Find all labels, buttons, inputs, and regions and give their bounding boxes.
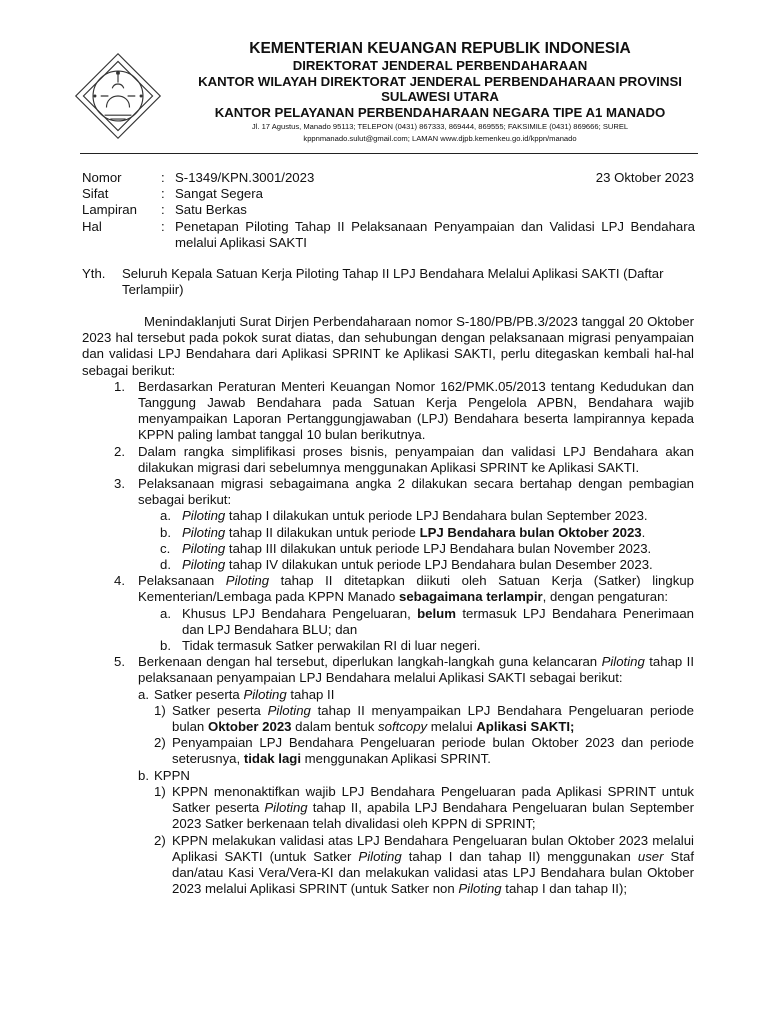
step-item: 1) KPPN menonaktifkan wajib LPJ Bendahara Pengeluaran pada Aplikasi SPRINT untuk Satker peserta Piloting tahap II, apabila LPJ Bendahara Pengeluaran bulan September 2023 Satker berkenaan telah divalidasi oleh KPPN di SPRINT;	[154, 783, 694, 832]
phase-item: d. Piloting tahap IV dilakukan untuk periode LPJ Bendahara bulan Desember 2023.	[160, 557, 653, 573]
step-heading: a. Satker peserta Piloting tahap II	[138, 686, 335, 702]
addressee: Yth. Seluruh Kepala Satuan Kerja Piloting Tahap II LPJ Bendahara Melalui Aplikasi SAKTI (Daftar Terlampiir)	[82, 266, 694, 298]
intro-paragraph: Menindaklanjuti Surat Dirjen Perbendaharaan nomor S-180/PB/PB.3/2023 tanggal 20 Oktober 2023 hal tersebut pada pokok surat diatas, dan sehubungan dengan pelaksanaan migrasi penyampaian dan validasi LPJ Bendahara dari Aplikasi SPRINT ke Aplikasi SAKTI, perlu ditegaskan kembali hal-hal sebagai berikut:	[82, 314, 694, 378]
ministry-emblem-icon	[70, 48, 166, 144]
meta-nomor: Nomor : S-1349/KPN.3001/2023 23 Oktober 2023	[82, 170, 694, 185]
phase-item: a. Piloting tahap I dilakukan untuk periode LPJ Bendahara bulan September 2023.	[160, 508, 648, 524]
step-heading: b. KPPN	[138, 767, 190, 783]
phase-item: c. Piloting tahap III dilakukan untuk periode LPJ Bendahara bulan November 2023.	[160, 540, 652, 556]
directorate-name: DIREKTORAT JENDERAL PERBENDAHARAAN	[292, 58, 588, 73]
letter-date: 23 Oktober 2023	[595, 170, 694, 185]
list-item: 2. Dalam rangka simplifikasi proses bisnis, penyampaian dan validasi LPJ Bendahara akan dilakukan migrasi dari sebelumnya menggunakan Aplikasi SPRINT ke Aplikasi SAKTI.	[114, 443, 694, 475]
rule-item: b. Tidak termasuk Satker perwakilan RI di luar negeri.	[160, 638, 481, 654]
letterhead	[0, 36, 768, 148]
list-item: 1. Berdasarkan Peraturan Menteri Keuangan Nomor 162/PMK.05/2013 tentang Kedudukan dan Tanggung Jawab Bendahara pada Satuan Kerja Pengelola APBN, Bendahara wajib menyampaikan Laporan Pertanggungjawaban (LPJ) Bendahara beserta lampirannya kepada KPPN paling lambat tanggal 10 bulan berikutnya.	[114, 378, 694, 443]
list-item: 3. Pelaksanaan migrasi sebagaimana angka 2 dilakukan secara bertahap dengan pembagian sebagai berikut:	[114, 476, 694, 508]
list-item: 4. Pelaksanaan Piloting tahap II ditetapkan diikuti oleh Satuan Kerja (Satker) lingkup Kementerian/Lembaga pada KPPN Manado sebagaimana terlampir, dengan pengaturan:	[114, 573, 694, 605]
list-item: 5. Berkenaan dengan hal tersebut, diperlukan langkah-langkah guna kelancaran Piloting tahap II pelaksanaan penyampaian LPJ Bendahara melalui Aplikasi SAKTI sebagai berikut:	[114, 654, 694, 686]
meta-sifat: Sifat : Sangat Segera	[82, 186, 263, 202]
letterhead-text	[168, 40, 712, 143]
regional-office-name: KANTOR WILAYAH DIREKTORAT JENDERAL PERBENDAHARAAN PROVINSI	[198, 73, 682, 89]
service-office-name: KANTOR PELAYANAN PERBENDAHARAAN NEGARA TIPE A1 MANADO	[214, 104, 666, 120]
step-item: 1) Satker peserta Piloting tahap II menyampaikan LPJ Bendahara Pengeluaran periode bulan Oktober 2023 dalam bentuk softcopy melalui Aplikasi SAKTI;	[154, 702, 694, 735]
step-item: 2) Penyampaian LPJ Bendahara Pengeluaran periode bulan Oktober 2023 dan periode seterusnya, tidak lagi menggunakan Aplikasi SPRINT.	[154, 735, 694, 767]
phase-item: b. Piloting tahap II dilakukan untuk periode LPJ Bendahara bulan Oktober 2023.	[160, 524, 646, 540]
letter-body	[82, 314, 694, 897]
meta-hal: Hal : Penetapan Piloting Tahap II Pelaksanaan Penyampaian dan Validasi LPJ Bendahara melalui Aplikasi SAKTI	[82, 218, 695, 250]
letter-subject: Penetapan Piloting Tahap II Pelaksanaan Penyampaian dan Validasi LPJ Bendahara melalui Aplikasi SAKTI	[175, 218, 695, 250]
addressee-text: Seluruh Kepala Satuan Kerja Piloting Tahap II LPJ Bendahara Melalui Aplikasi SAKTI (Daftar Terlampiir)	[122, 266, 664, 298]
address-line-2: kppnmanado.sulut@gmail.com; LAMAN www.djpb.kemenkeu.go.id/kppn/manado	[303, 133, 577, 143]
letter-number: S-1349/KPN.3001/2023	[175, 170, 315, 185]
rule-item: a. Khusus LPJ Bendahara Pengeluaran, belum termasuk LPJ Bendahara Penerimaan dan LPJ Bendahara BLU; dan	[160, 605, 694, 637]
address-line-1: Jl. 17 Agustus, Manado 95113; TELEPON (0431) 867333, 869444, 869555; FAKSIMILE (0431) 869666; SUREL	[251, 122, 629, 131]
ministry-name: KEMENTERIAN KEUANGAN REPUBLIK INDONESIA	[249, 40, 631, 57]
meta-lampiran: Lampiran : Satu Berkas	[82, 202, 247, 218]
letterhead-divider	[80, 153, 698, 154]
province-name: SULAWESI UTARA	[381, 89, 499, 104]
step-item: 2) KPPN melakukan validasi atas LPJ Bendahara Pengeluaran bulan Oktober 2023 melalui Aplikasi SAKTI (untuk Satker Piloting tahap I dan tahap II) menggunakan user Staf dan/atau Kasi Vera/Vera-KI dan melakukan validasi atas LPJ Bendahara bulan Oktober 2023 melalui Aplikasi SPRINT (untuk Satker non Piloting tahap I dan tahap II);	[154, 832, 694, 897]
letter-meta	[82, 170, 694, 251]
main-list	[82, 379, 694, 898]
